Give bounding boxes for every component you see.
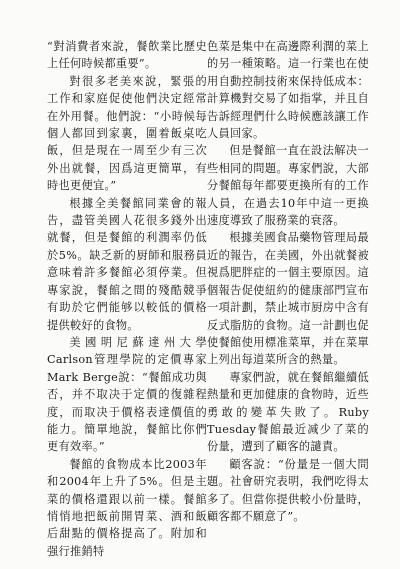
paragraph-9: 專家們說，就在餐館繼續低熱量和更加健康的食物時，近些勇敢的變革失敗了。Ruby Tuesday餐館最近减少了菜的份量，遭到了顧客的譴責。	[207, 370, 369, 454]
right-column	[207, 38, 369, 525]
paragraph-1: “對消費者來說，餐飲業比歷史上任何時候都重要”。	[47, 40, 207, 71]
paragraph-4: 美國明尼蘇達州大學Carlson管理學院的定價專家Mark Berge說：“餐館成功與否，并不取决于定價的復雜程度，而取决于價格表達價值的能力。簡單地說，餐館比你們更有效率。”	[47, 335, 207, 454]
paragraph-5: 餐館的食物成本比2003年和2004年上升了5%。但是主菜的價格還跟以前一樣。餐館悄悄地把飯前開胃菜、酒和飯后甜點的價格提高了。附加和强行推銷特	[47, 457, 207, 558]
paragraph-3: 根據全美餐館同業會的報告，盡管美國人花很多錢外出就餐，但是餐館的利潤率仍低於5%。缺乏新的厨師和服務員意味着許多餐館必須停業。但專家說，餐館之間的殘酷競爭有助於它們能够以較低的價格提供較好的食物。	[47, 196, 207, 332]
paragraph-8: 根據美國食品藥物管理局最近的報告，在美國，外出就餐被視爲肥胖症的一個主要原因。這個報告促使紐約的健康部門宣布一項計劃，禁止城市厨房中含有反式脂肪的食物。這一計劃也促使餐館使用標准菜單，并在菜單上列出每道菜所含的熱量。	[207, 231, 369, 367]
paragraph-6: 色菜是集中在高邊際利潤的菜上的另一種策略。這一行業也在使用自動控制技術來保持低成本：計算機對交易了如指掌，并且自告訴經理們什么時候應該讓工作人員回家。	[207, 40, 369, 141]
paragraph-2: 對很多老美來說，緊張的工作和家庭促使他們決定經常在外用餐。他們說：“小時候每個人都回到家裏，圍着飯桌吃飯，但是現在一周至少有三次外出就餐，因爲這更簡單，有時也更便宜。”	[47, 74, 207, 193]
left-column	[47, 38, 207, 560]
paragraph-7: 但是餐館一直在設法解决一些相同的問題。專家們說，大部分餐館每年都要更換所有的工作人員，在過去10年中這一更换速度導致了服務業的衰落。	[207, 144, 369, 228]
paragraph-10: 顧客說：“份量是一個大問題。社會研究表明，我們吃得太多了。但當你提供較小份量時，顧客都不願意了”。	[207, 457, 369, 523]
